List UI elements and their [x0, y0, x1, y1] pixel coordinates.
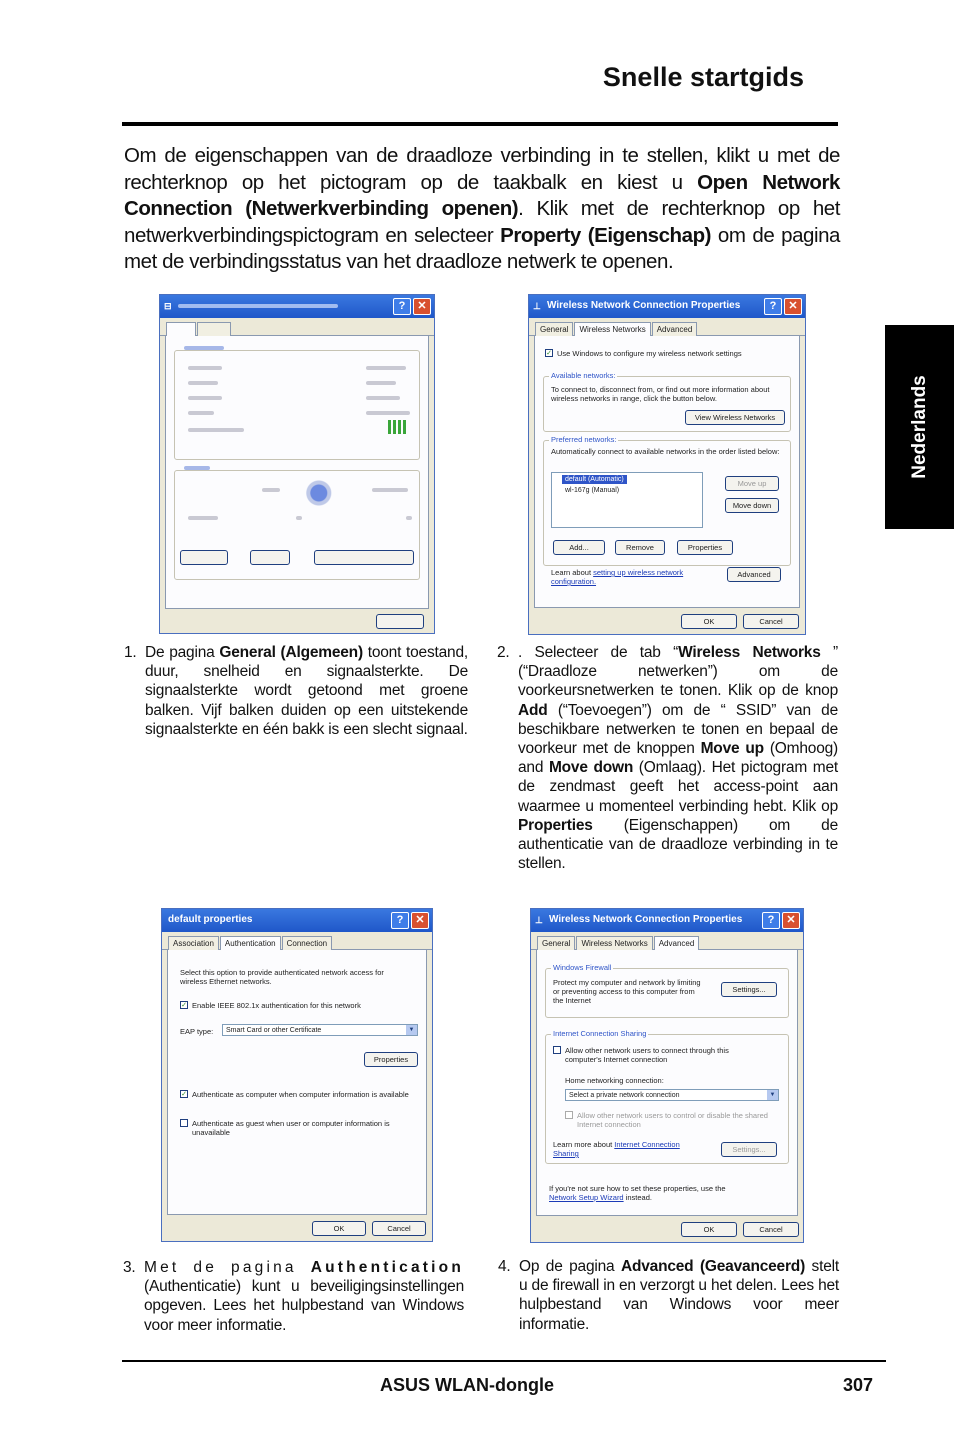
move-up-button: Move up: [725, 476, 779, 491]
window-tabs: [531, 932, 803, 950]
caption-text: (Omhoog) and: [518, 740, 838, 777]
preferred-networks-label: Preferred networks:: [551, 435, 617, 444]
blurred-row: [262, 488, 280, 492]
window-tabs: [160, 318, 434, 336]
firewall-text: Protect my computer and network by limiting or preventing access to this computer from the Internet: [553, 978, 701, 1005]
learn-link: setting up wireless network configuration.: [551, 568, 684, 586]
blurred-view-networks-button: [314, 550, 414, 565]
blurred-row: [366, 411, 410, 415]
cancel-button: Cancel: [372, 1221, 426, 1236]
firewall-label: Windows Firewall: [553, 963, 612, 972]
available-networks-label: Available networks:: [551, 371, 616, 380]
help-icon: ?: [391, 912, 409, 929]
computers-activity-icon: [306, 478, 338, 508]
intro-bold-property: Property (Eigenschap): [500, 223, 712, 247]
window-title: default properties: [168, 914, 253, 925]
setup-wizard-prefix: If you're not sure how to set these properties, use the: [549, 1184, 726, 1193]
caption-text: Op de pagina: [519, 1258, 621, 1275]
ics-label: Internet Connection Sharing: [553, 1029, 647, 1038]
properties-button: Properties: [364, 1052, 418, 1067]
home-networking-label: Home networking connection:: [565, 1076, 664, 1085]
window-title: Wireless Network Connection Properties: [547, 300, 741, 311]
window-body: [534, 336, 800, 608]
enable-8021x-checkbox: ✓: [181, 1002, 187, 1009]
firewall-settings-button: Settings...: [721, 982, 777, 997]
use-windows-label: Use Windows to configure my wireless network settings: [557, 349, 742, 358]
ics-learn-text: [553, 1140, 703, 1158]
intro-paragraph: [124, 143, 840, 276]
caption-bold: Advanced (Geavanceerd): [620, 1258, 806, 1275]
close-icon: ✕: [413, 298, 431, 315]
page-title: Snelle startgids: [602, 62, 804, 92]
blurred-row: [188, 411, 214, 415]
chevron-down-icon: ▼: [767, 1090, 778, 1100]
blurred-row: [188, 381, 218, 385]
chevron-down-icon: ▼: [406, 1025, 417, 1035]
caption-4: [498, 1257, 840, 1334]
use-windows-checkbox: ✓: [546, 350, 552, 357]
caption-text: (Omlaag). Het pictogram met de zendmast geeft het access-point aan waarmee u momenteel verbinding hebt. Klik op: [518, 759, 838, 815]
cancel-button: Cancel: [743, 614, 799, 629]
language-side-tab: [885, 325, 954, 529]
auth-computer-label: Authenticate as computer when computer information is available: [192, 1090, 409, 1099]
auth-guest-checkbox: [180, 1119, 188, 1127]
blurred-row: [366, 396, 400, 400]
tab-wireless-networks: Wireless Networks: [574, 322, 650, 337]
blurred-row: [184, 346, 224, 350]
network-icon: ⊟: [164, 301, 172, 311]
blurred-title: [178, 304, 338, 308]
window-tabs: [162, 932, 432, 950]
tab-general: [166, 322, 196, 337]
caption-bold: Move up: [700, 740, 764, 758]
view-wireless-networks-button: View Wireless Networks: [685, 410, 785, 425]
tab-connection: Connection: [282, 936, 332, 950]
caption-bold: General (Algemeen): [219, 644, 363, 661]
caption-number: 2.: [497, 644, 510, 661]
caption-2: [497, 643, 838, 873]
enable-8021x-label: Enable IEEE 802.1x authentication for this network: [192, 1001, 361, 1010]
caption-text: (Authenticatie) kunt u beveiligingsinstellingen opgeven. Lees het hulpbestand van Windows voor meer informatie.: [144, 1278, 464, 1334]
language-label: Nederlands: [908, 375, 930, 479]
caption-bold: Wireless Networks: [678, 644, 821, 661]
screenshot-wireless-networks: [528, 294, 806, 635]
caption-text: stelt u de firewall in en verzorgt u het delen. Lees het hulpbestand van Windows voor meer informatie.: [519, 1258, 840, 1333]
screenshot-general-status: [159, 294, 435, 634]
close-icon: ✕: [784, 298, 802, 315]
close-icon: ✕: [411, 912, 429, 929]
tab-general: General: [535, 322, 573, 336]
add-button: Add...: [553, 540, 605, 555]
blurred-row: [366, 381, 396, 385]
caption-text: Met de pagina: [144, 1259, 311, 1276]
network-icon: ⊥: [535, 915, 543, 925]
blurred-row: [188, 366, 222, 370]
preferred-networks-text: Automatically connect to available networks in the order listed below:: [551, 447, 780, 456]
blurred-close-button: [376, 614, 424, 629]
footer-product-name: ASUS WLAN-dongle: [380, 1375, 554, 1395]
tab-wireless-networks: Wireless Networks: [576, 936, 652, 950]
setup-wizard-suffix: instead.: [623, 1193, 652, 1202]
eap-type-select: [222, 1024, 418, 1036]
blurred-row: [188, 428, 244, 432]
setup-wizard-link: Network Setup Wizard: [549, 1193, 624, 1202]
authentication-intro-text: Select this option to provide authenticated network access for wireless Ethernet networks.: [180, 968, 384, 986]
top-divider: [122, 122, 838, 126]
caption-text: toont toestand, duur, snelheid en signaalsterkte. De signaalsterkte wordt getoond met groene balken. Vijf balken duiden op een uitstekende signaalsterkte en één bakk is een slecht signaal.: [145, 644, 468, 738]
tab-general: General: [537, 936, 575, 950]
window-titlebar: [531, 909, 803, 932]
caption-text: De pagina: [145, 644, 220, 661]
window-title: Wireless Network Connection Properties: [549, 914, 743, 925]
auth-guest-label: Authenticate as guest when user or computer information is unavailable: [192, 1119, 390, 1137]
advanced-button: Advanced: [727, 567, 781, 582]
allow-control-label: Allow other network users to control or disable the shared Internet connection: [577, 1111, 768, 1129]
blurred-row: [184, 466, 210, 470]
home-networking-select: [565, 1089, 779, 1101]
ok-button: OK: [681, 1222, 737, 1237]
home-networking-value: Select a private network connection: [569, 1092, 680, 1099]
learn-prefix: Learn about: [551, 568, 594, 577]
screenshot-authentication: [161, 908, 433, 1242]
ok-button: OK: [681, 614, 737, 629]
network-item-wl167g: wl-167g (Manual): [565, 487, 620, 494]
caption-bold: Add: [518, 701, 548, 719]
caption-text: (Eigenschappen) om de authenticatie van de draadloze verbinding in te stellen.: [518, 816, 838, 873]
blurred-row: [188, 396, 222, 400]
window-body: [165, 336, 429, 609]
caption-number: 4.: [498, 1258, 511, 1275]
caption-1: [124, 643, 468, 739]
caption-3: [123, 1258, 464, 1335]
caption-bold: Properties: [518, 816, 593, 834]
window-titlebar: [529, 295, 805, 318]
signal-strength-icon: [388, 420, 408, 434]
caption-bold: Move down: [548, 759, 634, 777]
bottom-divider: [122, 1360, 886, 1362]
tab-support: [197, 322, 231, 336]
eap-type-label: EAP type:: [180, 1027, 214, 1036]
intro-text-2: . Klik met de rechterknop op het netwerkverbindingspictogram en selecteer: [124, 197, 840, 247]
help-icon: ?: [762, 912, 780, 929]
caption-bold: Authentication: [310, 1259, 464, 1276]
intro-text-3: om de pagina met de verbindingsstatus van het draadloze netwerk te openen.: [124, 223, 841, 273]
tab-advanced: Advanced: [652, 322, 698, 336]
blurred-row: [406, 516, 412, 520]
page-number: 307: [843, 1375, 874, 1395]
tab-association: Association: [168, 936, 219, 950]
caption-text: ” (“Draadloze netwerken”) om de voorkeursnetwerken te tonen. Klik op de knop: [518, 644, 838, 700]
auth-computer-checkbox: ✓: [181, 1091, 187, 1098]
blurred-row: [296, 516, 302, 520]
intro-text-1: Om de eigenschappen van de draadloze verbinding in te stellen, klikt u met de rechterknop op het pictogram op de taakbalk en kiest u: [124, 144, 840, 194]
tab-authentication: Authentication: [220, 936, 281, 951]
setup-wizard-text: [549, 1184, 749, 1202]
caption-number: 3.: [123, 1259, 136, 1276]
eap-type-value: Smart Card or other Certificate: [226, 1027, 322, 1034]
close-icon: ✕: [782, 912, 800, 929]
remove-button: Remove: [615, 540, 665, 555]
caption-text: (“Toevoegen”) om de “ SSID” van de beschikbare netwerken te tonen en bepaal de voorkeur met de knoppen: [518, 701, 838, 758]
ics-learn-link: Internet Connection Sharing: [553, 1140, 680, 1158]
ics-learn-prefix: Learn more about: [553, 1140, 615, 1149]
properties-button: Properties: [677, 540, 733, 555]
network-icon: ⊥: [533, 301, 541, 311]
window-titlebar: [162, 909, 432, 932]
caption-text: . Selecteer de tab “: [518, 644, 679, 661]
screenshot-advanced: [530, 908, 804, 1243]
intro-bold-open-network: Open Network Connection (Netwerkverbinding openen): [124, 170, 840, 220]
move-down-button: Move down: [725, 498, 779, 513]
allow-control-checkbox: [565, 1111, 573, 1119]
blurred-row: [366, 366, 406, 370]
network-item-default: default (Automatic): [562, 475, 627, 484]
caption-number: 1.: [124, 644, 137, 661]
window-titlebar: [160, 295, 434, 318]
help-icon: ?: [764, 298, 782, 315]
learn-about-text: [551, 568, 711, 586]
help-icon: ?: [393, 298, 411, 315]
allow-users-label: Allow other network users to connect through this computer's Internet connection: [565, 1046, 729, 1064]
blurred-row: [372, 488, 408, 492]
window-body: [536, 950, 798, 1216]
ok-button: OK: [312, 1221, 366, 1236]
blurred-row: [188, 516, 218, 520]
preferred-networks-list: [551, 472, 703, 528]
cancel-button: Cancel: [743, 1222, 799, 1237]
blurred-properties-button: [180, 550, 228, 565]
window-body: [167, 950, 427, 1215]
tab-advanced: Advanced: [654, 936, 700, 951]
blurred-disable-button: [250, 550, 290, 565]
window-tabs: [529, 318, 805, 336]
available-networks-text: To connect to, disconnect from, or find out more information about wireless networks in range, click the button below.: [551, 385, 770, 403]
ics-settings-button: Settings...: [721, 1142, 777, 1157]
allow-users-checkbox: [553, 1046, 561, 1054]
